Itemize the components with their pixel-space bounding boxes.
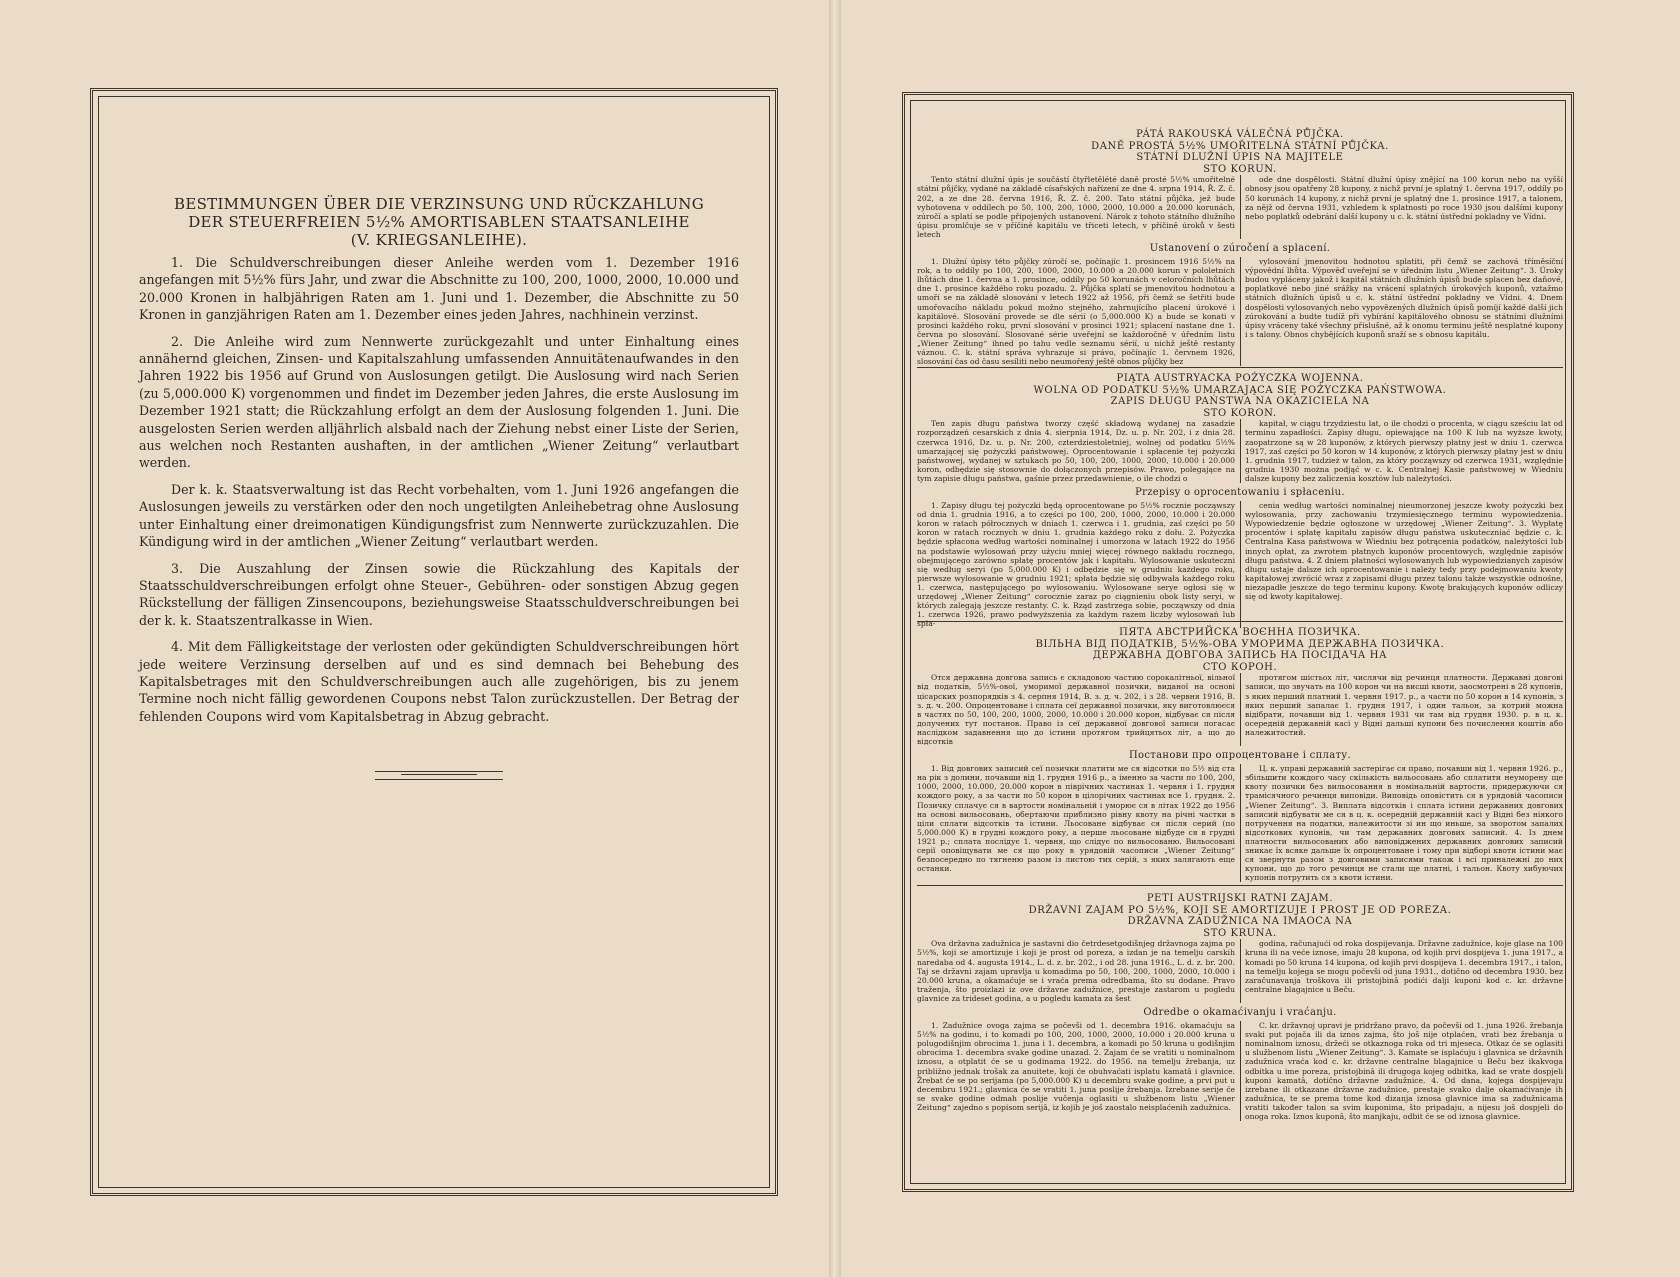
left-body xyxy=(139,254,739,734)
section-croatian xyxy=(917,893,1563,1173)
heading-line: PETI AUSTRIJSKI RATNI ZAJAM. xyxy=(1146,893,1334,904)
paragraph-1: 1. Die Schuldverschreibungen dieser Anleihe werden vom 1. Dezember 1916 angefangen mit 5½% fürs Jahr, und zwar die Abschnitte zu 100, 200, 1000, 2000, 10.000 und 20.000 Kronen in halbjährigen Raten am 1. Juni und 1. Dezember, die Abschnitte zu 50 Kronen in ganzjährigen Raten am 1. Dezember eines jeden Jahres, nachhinein verzinst. xyxy=(139,255,739,323)
section-czech xyxy=(917,129,1563,368)
heading-line: STO KRUNA. xyxy=(1203,927,1277,939)
section-heading xyxy=(917,373,1563,419)
intro-right: протягом шістьох літ, числячи від речинця платности. Державні довгові записи, що звучать на 100 корон чи на висші квоти, заосмотрені в 28 купонів, з яких перший платний 1. червня 1917. р., а части по 50 корон в 14 купонів, з яких перший запалає 1. грудня 1917, і один тальон, за котрий можна відібрати, почавши від 1. червня 1931 чи там від грудня 1930. р. в ц. к. осередній державній касі у Відні дальші купони без почислення коштів або належитостий. xyxy=(1245,673,1563,737)
intro-left: Ova državna zadužnica je sastavni dio četrdesetgodišnjeg državnoga zajma po 5½%, koji se amortizuje i koji je prost od poreza, a izdan je na temelju carskih naredaba od 4. augusta 1914., L. d. z. br. 202., i od 28. juna 1916., L. d. z. br. 200. Taj se državni zajam upravlja u komadima po 50, 100, 200, 1000, 2000, 10.000 i 20.000 kruna, a okamaćuje se i vraća prema odredbama, što su dodane. Pravo traženja, što proizlazi iz ove državne zadužnice, prestaje zastarom u pogledu glavnice za trideset godina, a u pogledu kamata za šest xyxy=(917,939,1235,1003)
intro-left: Ten zapis długu państwa tworzy część składową wydanej na zasadzie rozporządzeń cesarskich z dnia 4. sierpnia 1914, Dz. u. p. Nr. 202, i z dnia 28. czerwca 1916, Dz. u. p. Nr. 200, czterdziestoletniej, wolnej od podatku 5½% umarzającej się pożyczki państwowej. Oprocentowanie i spłacenie tej pożyczki państwowej, wydanej w sztukach po 50, 100, 200, 1000, 2000, 10.000 i 20.000 koron, odbędzie się stosownie do dołączonych przepisów. Prawo, polegające na tym zapisie długu państwa, gaśnie przez przedawnienie, o ile chodzi o xyxy=(917,419,1235,483)
rules-columns xyxy=(917,764,1563,882)
intro-columns xyxy=(917,419,1563,483)
heading-line: PIĄTA AUSTRYACKA POŻYCZKA WOJENNA. xyxy=(1116,373,1364,384)
heading-line: ВІЛЬНА ВІД ПОДАТКІВ, 5½%-ОВА УМОРИМА ДЕРЖАВНА ПОЗИЧКА. xyxy=(1035,638,1445,650)
rules-columns xyxy=(917,1021,1563,1121)
paragraph-2: 2. Die Anleihe wird zum Nennwerte zurückgezahlt und unter Einhaltung eines annähernd gleichen, Zinsen- und Kapitalszahlung umfassenden Annuitätenaufwandes in den Jahren 1922 bis 1956 auf Grund von Auslosungen getilgt. Die Auslosung wird nach Serien (zu 5,000.000 K) vorgenommen und findet im Dezember jeden Jahres, die erste Auslosung im Dezember 1921 statt; die Rückzahlung erfolgt an dem der Auslosung folgenden 1. Juni. Die ausgelosten Serien werden alljährlich alsbald nach der Ziehung nebst einer Liste der Serien, aus welchen noch Restanten aushaften, in der amtlichen „Wiener Zeitung“ verlautbart werden. xyxy=(139,333,739,471)
intro-left: Tento státní dlužní úpis je součástí čtyřletělété daně prosté 5½% umořitelné státní půjčky, vydané na základě císařských nařízení ze dne 4. srpna 1914, Ř. Z. č. 202, a ze dne 28. června 1916, Ř. Z. č. 200. Tato státní půjčka, jež bude vyhotovena v oddílech po 50, 100, 200, 1000, 2000, 10.000 a 20.000 korunách, zúročí a splatí se podle připojených ustanovení. Nárok z tohoto státního dlužního úpisu promlčuje se v příčině kapitálu ve třiceti letech, v příčině úroků v šesti letech xyxy=(917,175,1235,239)
left-title-line: DER STEUERFREIEN 5½% AMORTISABLEN STAATSANLEIHE xyxy=(188,213,690,231)
section-heading xyxy=(917,627,1563,673)
page-fold xyxy=(829,0,841,1277)
section-heading xyxy=(917,129,1563,175)
rules-columns xyxy=(917,257,1563,366)
section-subheading: Ustanovení o zúročení a splacení. xyxy=(1149,243,1331,255)
left-title xyxy=(139,195,739,249)
heading-line: STO KORON. xyxy=(1203,407,1277,419)
intro-right: kapitał, w ciągu trzydziestu lat, o ile chodzi o procenta, w ciągu sześciu lat od terminu zapadłości. Zapisy długu, opiewające na 100 K lub na wyższe kwoty, zaopatrzone są w 28 kuponów, z których pierwszy płatny jest w dniu 1. czerwca 1917, zaś części po 50 koron w 14 kuponów, z których pierwszy płatny jest w dniu 1. grudnia 1917, tudzież w talon, za który począwszy od czerwca 1931, względnie grudnia 1930 można podjąć w c. k. Centralnej Kasie państwowej w Wiedniu dalsze kupony bez zaliczenia kosztów lub należytości. xyxy=(1245,419,1563,483)
rules-left: 1. Zadužnice ovoga zajma se počevši od 1. decembra 1916. okamaćuju sa 5½% na godinu, i to komadi po 100, 200, 1000, 2000, 10.000 i 20.000 kruna u polugodišnjim obrocima 1. juna i 1. decembra, a komadi po 50 kruna u godišnjim obrocima 1. decembra svake godine unazad. 2. Zajam će se vratiti u nominalnom iznosu, a otplatit će se u godinama 1922. do 1956. na temelju žrebanja, uz približno jednak trošak za anuitete, koji će obuhvaćati isplatu kamatâ i glavnice. Žrebat će se po serijama (po 5,000.000 K) u decembru svake godine, a prvi put u decembru 1921.; glavnica će se vratiti 1. juna poslije žrebanja. Izrebane serije će se svake godine odmah poslije vučenja oglasiti u službenom listu „Wiener Zeitung“ zajedno s popisom serijâ, iz kojih je još zaostalo neisplaćenih zadužnica. xyxy=(917,1021,1235,1112)
heading-line: ДЕРЖАВНА ДОВГОВА ЗАПИСЬ НА ПОСІДАЧА НА xyxy=(1092,650,1388,662)
rules-right: Ц. к. управі державній застерігає ся право, почавши від 1. червня 1926. р., збільшити кождого часу скількість вильосовань або сплатити неуморену ще квоту позички без вильосовання в номінальній вартости, придержуючи ся трамісячного речинця виповіди. Виповідь оповістить ся в урядовій часописи „Wiener Zeitung“. 3. Виплата відсотків і сплата істини державних довгових записий відбувати ме ся в ц. к. осередній державній касі у Відні без ніякого потручення на податки, належитости зі ин що иньше, за зворотом запалих відсоткових купонів, чи там державних довгових записий. 4. Із днем платности вильосованих або виповіджених державних довгових записий зникає їх всяке дальше їх опроцентоване і тому при відборі квоти істини має ся звернути разом з довговими записями також і всі приналежні до них купони, що до того речинця не стали ще платні, і тальон. Квоту хибуючих купонів потрутить ся з квоти істини. xyxy=(1245,764,1563,883)
heading-line: WOLNA OD PODATKU 5½% UMARZAJĄCA SIĘ POŻYCZKA PAŃSTWOWA. xyxy=(1033,384,1447,396)
section-heading xyxy=(917,893,1563,939)
heading-line: ZAPIS DŁUGU PAŃSTWA NA OKAZICIELA NA xyxy=(1110,396,1370,408)
right-frame xyxy=(902,92,1574,1192)
rules-columns xyxy=(917,501,1563,628)
paragraph-2b: Der k. k. Staatsverwaltung ist das Recht vorbehalten, vom 1. Juni 1926 angefangen die Auslosungen jeweils zu verstärken oder den noch ungetilgten Anleihebetrag ohne Auslosung unter Einhaltung einer dreimonatigen Kündigungsfrist zum Nennwerte zurückzuzahlen. Die Kündigung wird in der amtlichen „Wiener Zeitung“ verlautbart werden. xyxy=(139,481,739,550)
section-subheading: Przepisy o oprocentowaniu i spłaceniu. xyxy=(1135,487,1345,499)
intro-columns xyxy=(917,175,1563,239)
heading-line: PÁTÁ RAKOUSKÁ VÁLEČNÁ PŮJČKA. xyxy=(1136,129,1344,140)
left-frame xyxy=(90,88,778,1196)
heading-line: ПЯТА АВСТРИЙСКА ВОЄННА ПОЗИЧКА. xyxy=(1119,627,1361,638)
rules-right: C. kr. državnoj upravi je pridržano pravo, da počevši od 1. juna 1926. žrebanja svaki put pojača ili da iznos zajma, što još nije otplaćen, vrati bez žrebanja u nominalnom iznosu, držeći se otkaznoga roka od tri mjeseca. Otkaz će se oglasiti u službenom listu „Wiener Zeitung“. 3. Kamate se isplaćuju i glavnica se državnih zadužnica vraća kod c. kr. državne centralne blagajnice u Beču bez ikakvoga odbitka u ime poreza, pristojbinâ ili drugoga kojeg odbitka, kad se vrate dospjeli kuponi kamatâ, dotično državne zadužnice. 4. Od dana, kojega dospijevaju izrebane ili otkazane državne zadužnice, prestaje svako dalje okamaćivanje ih zadužnica, te se prema tome kod dizanja iznosa glavnice ima sa zadužnicama vratiti također talon sa svim kuponima, što pripadaju, a nijesu još dospjeli do onoga roka. Iznos kuponâ, što manjkaju, odbit će se od iznosa glavnice. xyxy=(1245,1021,1563,1121)
rules-right: vylosování jmenovitou hodnotou splatiti, při čemž se zachová tříměsíční výpovědní lhůta. Výpověď uveřejní se v úředním listu „Wiener Zeitung“. 3. Úroky budou vypláceny jakož i kapitál státních dlužních úpisů bude splacen bez daňové, poplatkové nebo jiné srážky na vrácení splatných úrokových kuponů, vztažmo státních dlužních úpisů u c. k. státní ústřední pokladny ve Vídni. 4. Dnem dospělosti vylosovaných nebo vypovězených dlužních úpisů pomíjí každé další jich zúrokování a budte tudíž při vybírání kapitálového obnosu se státními dlužními úpisy vráceny také všechny příslušné, až k onomu terminu ještě nesplatné kupony i s talony. Obnos chybějících kuponů sraží se s obnosu kapitálu. xyxy=(1245,257,1563,339)
rules-left: 1. Dlužní úpisy této půjčky zúročí se, počínajíc 1. prosincem 1916 5½% na rok, a to oddíly po 100, 200, 1000, 2000, 10.000 a 20.000 korun v pololetních lhůtách dne 1. června a 1. prosince, oddíly po 50 korunách v celoročních lhůtách dne 1. prosince každého roku pozadu. 2. Půjčka splatí se jmenovitou hodnotou a umoří se na základě slosování v letech 1922 až 1956, při čemž se šetřiti bude umořovacího nákladu pokud možno stejného, zahrnujícího placení úrokové i kapitálové. Slosování provede se dle sérií (o 5,000.000 K) a bude se konati v prosinci každého roku, první slosování v prosinci 1921; splacení nastane dne 1. června po slosování. Slosované série uveřejní se každoročně v úředním listu „Wiener Zeitung“ ihned po tahu vedle seznamu sérií, u nichž ještě restanty váznou. C. k. státní správa vyhrazuje si právo, počínajíc 1. červnem 1926, slosování čas od času sesíliti nebo neumořený ještě obnos půjčky bez xyxy=(917,257,1235,367)
section-subheading: Odredbe o okamaćivanju i vraćanju. xyxy=(1143,1007,1337,1019)
paragraph-3: 3. Die Auszahlung der Zinsen sowie die Rückzahlung des Kapitals der Staatsschuldverschreibungen erfolgt ohne Steuer-, Gebühren- oder sonstigen Abzug gegen Rückstellung der fälligen Zinsencoupons, beziehungsweise Staatsschuldverschreibungen bei der k. k. Staatszentralkasse in Wien. xyxy=(139,560,739,628)
left-title-line: BESTIMMUNGEN ÜBER DIE VERZINSUNG UND RÜCKZAHLUNG xyxy=(174,195,704,213)
intro-right: ode dne dospělosti. Státní dlužní úpisy znějící na 100 korun nebo na vyšší obnosy jsou opatřeny 28 kupony, z nichž první je splatný 1. června 1917, oddíly po 50 korunách 14 kupony, z nichž první je splatný dne 1. prosince 1917, a talonem, za nějž od června 1931, vzhledem k splatnosti po roce 1930 jsou dalšími kupony nebo poplatků odebrání další kupony u c. k. státní ústřední pokladny ve Vídni. xyxy=(1245,175,1563,221)
rules-left: 1. Від довгових записий сеї позички платити ме ся відсотки по 5½ від ста на рік з долини, почавши від 1. грудня 1916 р., а іменно за части по 100, 200, 1000, 2000, 10.000, 20.000 корон в піврічних частинах 1. червня і 1. грудня кождого року, а за части по 50 корон в цілорічних частинах все 1. грудня. 2. Позичку сплачує ся в вартости номінальній і уморює ся в літах 1922 до 1956 на основі вильосовань, обертаючи приблизно рівну квоту на річні частки в ціли сплати відсотків та істини. Льосоване відбуває ся після серий (по 5,000.000 К) в грудні кождого року, а перше льосоване відбуде ся в грудні 1921 р.; сплата послідує 1. червня, що слідує по вильосованю. Вильосовані серії оповіщувати ме ся що року в урядовій часописи „Wiener Zeitung“ безпосередно по тягненю разом із листою тих серій, з яких залягають еще останки. xyxy=(917,764,1235,874)
intro-columns xyxy=(917,673,1563,746)
rules-right: cenia według wartości nominalnej nieumorzonej jeszcze kwoty pożyczki bez wylosowania, przy zachowaniu trzymiesięcznego terminu wypowiedzenia. Wypowiedzenie będzie ogłoszone w urzędowej „Wiener Zeitung“. 3. Wypłatę procentów i spłatę kapitału zapisów długu państwa uskuteczniać będzie c. k. Centralna Kasa państwowa w Wiedniu bez potrącenia podatków, należytości lub innych opłat, za zwrotem płatnych kuponów procentowych, względnie zapisów długu państwa. 4. Z dniem płatności wylosowanych lub wypowiedzianych zapisów długu ustaje dalsze ich oprocentowanie i należy tedy przy podejmowaniu kwoty kapitałowej zwrócić wraz z zapisami długu przez talonu także wszystkie odnośne, niezapadłe jeszcze do tego terminu kupony. Kwotę brakujących kuponów odliczy się od kwoty kapitałowej. xyxy=(1245,501,1563,601)
heading-line: DRŽAVNI ZAJAM PO 5½%, KOJI SE AMORTIZUJE I PROST JE OD POREZA. xyxy=(1028,904,1452,916)
section-ruthenian xyxy=(917,627,1563,886)
rules-left: 1. Zapisy długu tej pożyczki będą oprocentowane po 5½% rocznie począwszy od dnia 1. grudnia 1916, a to części po 100, 200, 1000, 2000, 10.000 i 20.000 koron w ratach półrocznych w dniach 1. czerwca i 1. grudnia, zaś części po 50 koron w ratach rocznych w dniu 1. grudnia każdego roku z dołu. 2. Pożyczka będzie spłacona według wartości nominalnej i umorzona w latach 1922 do 1956 na podstawie wylosowań przy użyciu mniej więcej równego nakładu rocznego, obejmującego zarówno spłatę procentów jak i kapitału. Wylosowanie uskuteczni się według seryi (po 5,000.000 K) i odbędzie się w grudniu każdego roku, pierwsze wylosowanie w grudniu 1921; spłata będzie się odbywała każdego roku 1. czerwca, następującego po wylosowaniu. Wylosowane serye ogłosi się w urzędowej „Wiener Zeitung“ corocznie zaraz po ciągnieniu obok listy seryi, w których zalegają jeszcze restanty. C. k. Rząd zastrzega sobie, począwszy od dnia 1. czerwca 1926, prawo podwyższenia za każdym razem liczby wylosowań lub spła- xyxy=(917,501,1235,629)
section-subheading: Постанови про опроцентоване і сплату. xyxy=(1129,750,1351,762)
heading-line: DANĚ PROSTÁ 5½% UMOŘITELNÁ STÁTNÍ PŮJČKA. xyxy=(1091,140,1389,152)
intro-left: Отся державна довгова запись є складовою частию сорокалітньої, вільної від податків, 5½%-ової, уморимої державної позички, виданої на основі цісарских розпорядків з 4. серпня 1914, В. з. д. ч. 202, і з 28. червня 1916, В. з. д. ч. 200. Опроцентоване і сплата сеї державної позички, яку виготовлюєся в частях по 50, 100, 200, 1000, 2000, 10.000 і 20.000 корон, відбуває ся після долучених тут постанов. Право із сеї державної довгової записи погасає наслідком задавнення що до істини протягом трийцятьох літ, а що до відсотків xyxy=(917,673,1235,747)
intro-right: godina, računajući od roka dospijevanja. Državne zadužnice, koje glase na 100 kruna ili na veće iznose, imaju 28 kupona, od kojih prvi dospijeva 1. juna 1917., a komadi po 50 kruna 14 kupona, od kojih prvi dospijeva 1. decembra 1917., i talon, na temelju kojega se mogu počevši od juna 1931., dotično od decembra 1930. bez zaračunavanja troškova ili pristojbinâ podići dalji kuponi kod c. kr. državne centralne blagajnice u Beču. xyxy=(1245,939,1563,994)
ornament-rule xyxy=(375,771,503,780)
heading-line: STO KORUN. xyxy=(1203,163,1277,175)
intro-columns xyxy=(917,939,1563,1003)
heading-line: СТО КОРОН. xyxy=(1202,661,1278,673)
left-title-line: (V. KRIEGSANLEIHE). xyxy=(350,231,528,249)
heading-line: STÁTNÍ DLUŽNÍ ÚPIS NA MAJITELE xyxy=(1136,152,1344,164)
paragraph-4: 4. Mit dem Fälligkeitstage der verlosten oder gekündigten Schuldverschreibungen hört jede weitere Verzinsung derselben auf und es sind demnach bei Behebung des Kapitalsbetrages mit den Schuldverschreibungen auch alle zugehörigen, bis zu jenem Termine noch nicht fällig gewordenen Coupons nebst Talon zurückzustellen. Der Betrag der fehlenden Coupons wird vom Kapitalsbetrag in Abzug gebracht. xyxy=(139,639,739,724)
heading-line: DRŽAVNA ZADUŽNICA NA IMAOCA NA xyxy=(1127,916,1353,928)
section-polish xyxy=(917,373,1563,629)
